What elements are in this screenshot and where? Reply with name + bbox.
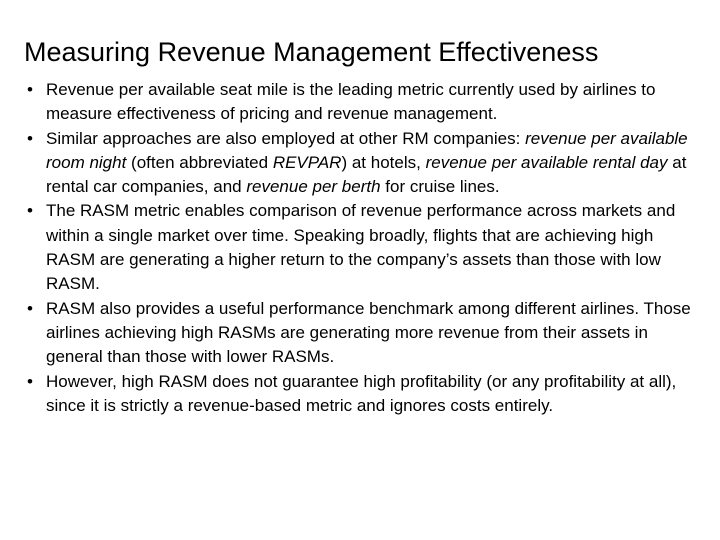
bullet-item — [22, 78, 692, 127]
bullet-text: The RASM metric enables comparison of revenue performance across markets and within a single market over time. Speaking broadly, flights that are achieving high RASM are generating a higher return to the company’s assets than those with low RASM. — [46, 201, 676, 294]
bullet-text: Similar approaches are also employed at other RM companies: — [46, 128, 526, 148]
bullet-item — [22, 370, 692, 419]
bullet-text-italic: revenue per available rental day — [425, 152, 668, 172]
bullet-item — [22, 127, 692, 200]
bullet-text: at rental car companies, and — [46, 152, 687, 197]
bullet-marker: • — [27, 298, 33, 318]
bullet-item — [22, 199, 692, 296]
bullet-text: ) at hotels, — [341, 152, 426, 172]
bullet-text-italic: REVPAR — [272, 152, 342, 172]
bullet-text: Revenue per available seat mile is the leading metric currently used by airlines to measure effectiveness of pricing and revenue management. — [46, 80, 656, 124]
bullet-text-italic: revenue per available room night — [46, 128, 688, 172]
bullet-marker: • — [27, 128, 33, 148]
slide-title: Measuring Revenue Management Effectiveness — [24, 37, 599, 67]
bullet-marker: • — [27, 201, 33, 221]
bullet-text: RASM also provides a useful performance benchmark among different airlines. Those airlines achieving high RASMs are generating more revenue from their assets in general than those with lower RASMs. — [46, 298, 691, 367]
bullet-text: However, high RASM does not guarantee high profitability (or any profitability at all), since it is strictly a revenue-based metric and ignores costs entirely. — [46, 371, 677, 415]
bullet-item — [22, 297, 692, 370]
bullet-text: for cruise lines. — [380, 177, 500, 197]
bullet-marker: • — [27, 80, 33, 99]
bullet-text-italic: revenue per berth — [246, 177, 381, 197]
bullet-text: (often abbreviated — [126, 152, 273, 172]
bullet-list — [22, 78, 692, 418]
bullet-marker: • — [27, 371, 33, 391]
